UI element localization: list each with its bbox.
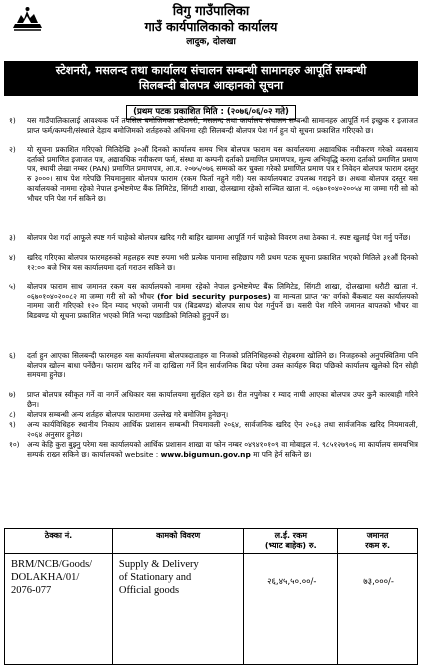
clause-number: ६) [9, 351, 16, 360]
table-row [5, 554, 418, 665]
clause-text: अन्य कार्यविधिहरु स्थानीय निकाय आर्थिक प्रशासन सम्बन्धी नियमावली २०६४, सार्वजनिक खरिद ऐन २०६३ तथा सार्वजनिक खरिद नियमावली, २०६४ अनुसार हुनेछ। [27, 420, 418, 439]
clause-number: ९) [9, 420, 16, 429]
column-header-contract-no: ठेक्का नं. [5, 529, 113, 554]
clause-text: बोलपत्र पेश गर्दा आफूले स्पष्ट गर्न चाहेको बोलपत्र खरिद गरी बाहिर खाममा आपूर्ति गर्न चाहेको विवरण तथा ठेक्का नं. स्पष्ट खुलाई पेश गर्नु पर्नेछ। [27, 233, 411, 242]
clause-number: ८) [9, 410, 16, 419]
municipality-name: विगु गाउँपालिका [172, 4, 250, 19]
clause-10 [4, 440, 418, 469]
clause-6 [4, 351, 418, 390]
tender-table [4, 528, 418, 665]
bid-security-note: (for bid security purposes) [157, 291, 271, 301]
clause-number: ७) [9, 390, 16, 399]
clause-7 [4, 390, 418, 410]
clause-text: बोलपत्र सम्बन्धी अन्य शर्तहरु बोलपत्र फाराममा उल्लेख गरे बमोजिम हुनेछन्। [27, 410, 229, 419]
clause-text: प्राप्त बोलपत्र स्वीकृत गर्ने वा नगर्ने अधिकार यस कार्यालयमा सुरक्षित रहने छ। रीत नपुगेका र म्याद नाघी आएका बोलपत्र उपर कुनै कारबाही गरिने छैन। [27, 390, 418, 409]
clause-text: खरिद गरिएका बोलपत्र फारमहरुको महलहरु स्पष्ट रुपमा भरी प्रत्येक पानामा सहिछाप गरी प्रथम पटक सूचना प्रकाशित भएको मितिले ३१औं दिनको १२:०० बजे भित्र यस कार्यालयमा दर्ता गराउन सकिने छ। [27, 253, 418, 272]
office-header [4, 4, 418, 60]
security-cell: ७३,०००/- [338, 554, 418, 665]
publication-date-text: (प्रथम पटक प्रकाशित मिति : (२०७६/०६/०२ गते) [126, 105, 296, 120]
clause-2 [4, 145, 418, 233]
website-link[interactable]: www.bigumun.gov.np [160, 449, 251, 459]
office-address: लादुक, दोलखा [186, 37, 236, 47]
clause-number: २) [9, 145, 16, 154]
clause-number: १०) [9, 440, 20, 449]
column-header-estimate: ल.ई. रकम (भ्याट बाहेक) रु. [244, 529, 338, 554]
clause-text: यस गाउँपालिकालाई आवश्यक पर्ने तपसिल बमोजिमका स्टेशनरी, मसलन्द तथा कार्यालय संचालन सम्बन्धी सामानहरु आपूर्ति गर्न इच्छुक र इजाजत प्राप्त फर्म/कम्पनी/संस्थाले देहाय बमोजिमको शर्तहरुको अधिनमा रही सिलबन्दी बोलपत्र पेश गर्न हुन यो सूचना प्रकाशित गरिएको छ। [27, 116, 418, 135]
clause-text-continued: मा पनि हेर्न सकिने छ। [250, 449, 312, 459]
clause-text: बोलपत्र फाराम साथ जमानत रकम यस कार्यालयको नाममा रहेको नेपाल इन्भेष्टमेण्ट बैंक लिमिटेड, सिंगटी शाखा, दोलखामा धरौटी खाता नं. ०६७०१०४०२००८२ मा जम्मा गरी सो को भौचर [27, 282, 418, 301]
publication-date-note [4, 99, 418, 117]
column-header-security: जमानत रकम रु. [338, 529, 418, 554]
notice-clauses [4, 116, 418, 469]
clause-4 [4, 253, 418, 282]
table-header-row [5, 529, 418, 554]
clause-text: यो सूचना प्रकाशित गरिएको मितिदेखि ३०औं दिनको कार्यालय समय भित्र बोलपत्र फाराम यस कार्यालयमा अद्यावधिक नवीकरण गरेको व्यवसाय दर्ताको प्रमाणित इजाजत पत्र, अद्यावधिक नवीकरण फर्म, संस्था वा कम्पनी दर्ताको प्रमाणित प्रमाणपत्र, मूल्य अभिवृद्धि करमा दर्ताको प्रमाणित प्रमाण पत्र, स्थायी लेखा नम्बर (PAN) प्रमाणित प्रमाणपत्र, आ.व. २०७५/०७६ सम्मको कर चुक्ता गरेको प्रमाणित प्रमाण पत्र र निवेदन बोलपत्र फाराम दस्तुर रु ३०००। साथ पेश गरेपछि नियमानुसार बोलपत्र फाराम (रकम फिर्ता नहुने गरी) यस कार्यालयबाट उपलब्ध गराइने छ। अथवा बोलपत्र दस्तुर यस कार्यालयको नाममा रहेको नेपाल इन्भेष्टमेण्ट बैंक लिमिटेड, सिंगटी शाखा, दोलखामा रहेको सञ्चित खाता नं. ०६७०१०४०२००५४ मा जम्मा गरी सो को भौचर पनि पेश गर्न सकिने छ। [27, 145, 418, 203]
contract-number-cell: BRM/NCB/Goods/ DOLAKHA/01/ 2076-077 [5, 554, 113, 665]
estimate-cell: २६,४५,५०.००/- [244, 554, 338, 665]
clause-text: अन्य केहि कुरा बुझ्नु परेमा यस कार्यालयको आर्थिक प्रशासन शाखा वा फोन नम्बर ०४९४१०१०९ वा मोबाइल नं. ९८५१२७९०६ मा कार्यालय समयभित्र सम्पर्क राख्न सकिने छ। कार्यालयको website : [27, 440, 418, 459]
notice-title-line-1: स्टेशनरी, मसलन्द तथा कार्यालय संचालन सम्बन्धी सामानहरु आपूर्ति सम्बन्धी [55, 64, 367, 77]
notice-title-banner [4, 61, 418, 96]
notice-title-line-2: सिलबन्दी बोलपत्र आव्हानको सूचना [138, 79, 284, 92]
column-header-description: कामको विवरण [112, 529, 244, 554]
clause-number: १) [9, 116, 16, 125]
clause-5 [4, 282, 418, 351]
clause-8 [4, 410, 418, 420]
clause-text-continued: वा मान्यता प्राप्त 'क' वर्गको बैंकबाट यस कार्यालयको नाममा जारी गरिएको १२० दिन म्याद भएको जमानी पत्र (बिडबण्ड) बोलपत्र साथ पेश गर्नुपर्ने छ। यसरी पेश गरिने जमानत बापतको भौचर वा बिडबण्ड यो सूचना प्रकाशित भएको मिति भन्दा पछाडिको मितिको हुनुपर्ने छ। [27, 291, 418, 321]
clause-1 [4, 116, 418, 145]
clause-text: दर्ता हुन आएका सिलबन्दी फारमहरु यस कार्यालयमा बोलपत्रदाताहरु वा निजको प्रतिनिधिहरुको रोहबरमा खोलिने छ। निजहरुको अनुपस्थितिमा पनि बोलपत्र खोल्न बाधा पर्नेछैन। फाराम खरिद गर्ने वा दाखिला गर्ने दिन सार्वजनिक बिदा परेमा उक्त कार्यहरु बिदा पछिको कार्यालय खुलेको दिन सोही समयमा हुनेछ। [27, 351, 418, 380]
government-emblem-icon [11, 6, 44, 32]
clause-3 [4, 233, 418, 253]
clause-number: ४) [9, 253, 16, 262]
description-cell: Supply & Delivery of Stationary and Official goods [112, 554, 244, 665]
office-name: गाउँ कार्यपालिकाको कार्यालय [144, 19, 278, 34]
clause-number: ५) [9, 282, 16, 291]
clause-number: ३) [9, 233, 16, 242]
clause-9 [4, 420, 418, 440]
